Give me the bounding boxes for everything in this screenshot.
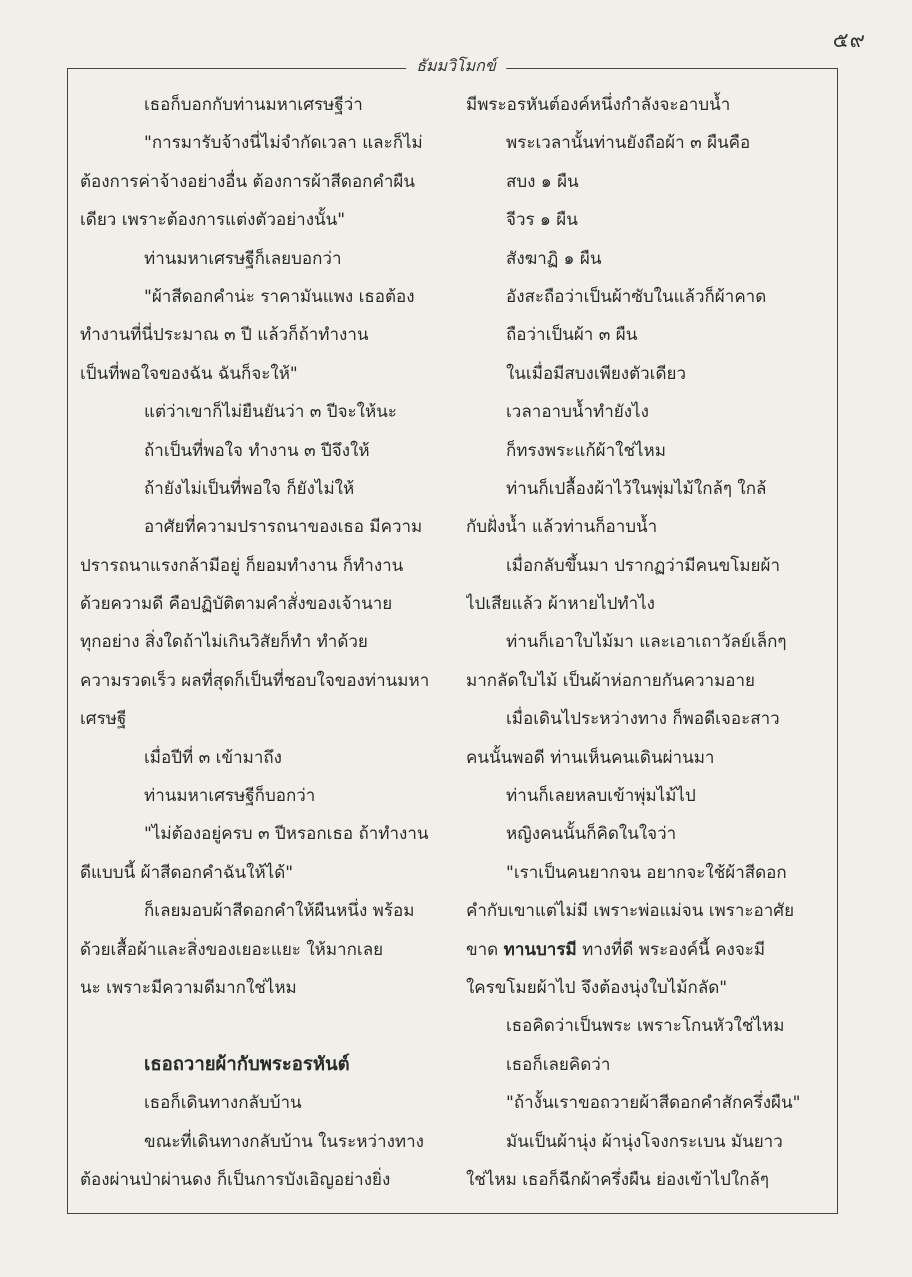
text-line: อังสะถือว่าเป็นผ้าซับในแล้วก็ผ้าคาด [506,286,767,307]
text-line: ปรารถนาแรงกล้ามีอยู่ ก็ยอมทำงาน ก็ทำงาน [80,555,404,576]
header-title: ธัมมวิโมกข์ [406,54,506,79]
text-line: พระเวลานั้นท่านยังถือผ้า ๓ ผืนคือ [506,133,751,154]
text-line: เธอก็เลยคิดว่า [506,1054,611,1075]
text-line: กับฝั่งน้ำ แล้วท่านก็อาบน้ำ [466,517,658,538]
text-line: เมื่อกลับขึ้นมา ปรากฏว่ามีคนขโมยผ้า [506,555,781,576]
text-line: ท่านก็เอาใบไม้มา และเอาเถาวัลย์เล็กๆ [506,632,787,653]
text-line: ทำงานที่นี่ประมาณ ๓ ปี แล้วก็ถ้าทำงาน [80,325,369,346]
text-line: ถือว่าเป็นผ้า ๓ ผืน [506,325,638,346]
text-line: จีวร ๑ ผืน [506,210,578,231]
text-line: ขณะที่เดินทางกลับบ้าน ในระหว่างทาง [144,1131,424,1152]
text-line: อาศัยที่ความปรารถนาของเธอ มีความ [144,517,423,538]
text-line: มากลัดใบไม้ เป็นผ้าห่อกายกันความอาย [466,670,755,691]
text-line: ความรวดเร็ว ผลที่สุดก็เป็นที่ชอบใจของท่านมหา [80,670,430,691]
text-line: คำกับเขาแต่ไม่มี เพราะพ่อแม่จน เพราะอาศัย [466,901,795,922]
emphasized-term: ทานบารมี [503,939,577,960]
text-line: เธอคิดว่าเป็นพระ เพราะโกนหัวใช่ไหม [506,1016,785,1037]
text-segment: ทางที่ดี พระองค์นี้ คงจะมี [576,939,766,960]
text-line: ด้วยความดี คือปฏิบัติตามคำสั่งของเจ้านาย [80,594,393,615]
text-line: เมื่อเดินไประหว่างทาง ก็พอดีเจอะสาว [506,709,780,730]
text-line: ต้องการค่าจ้างอย่างอื่น ต้องการผ้าสีดอกคำผืน [80,171,415,192]
text-line: ทุกอย่าง สิ่งใดถ้าไม่เกินวิสัยก็ทำ ทำด้วย [80,632,368,653]
text-line: ท่านก็เปลื้องผ้าไว้ในพุ่มไม้ใกล้ๆ ใกล้ [506,478,767,499]
text-line: ก็เลยมอบผ้าสีดอกคำให้ผืนหนึ่ง พร้อม [144,901,415,922]
text-line: ท่านมหาเศรษฐีก็เลยบอกว่า [144,248,342,269]
text-line: "เราเป็นคนยากจน อยากจะใช้ผ้าสีดอก [506,862,787,883]
text-line: "การมารับจ้างนี่ไม่จำกัดเวลา และก็ไม่ [144,133,423,154]
text-line: ดีแบบนี้ ผ้าสีดอกคำฉันให้ได้" [80,862,294,883]
text-line: สังฆาฏิ ๑ ผืน [506,248,602,269]
text-line: เดียว เพราะต้องการแต่งตัวอย่างนั้น" [80,210,346,231]
text-line: ถ้ายังไม่เป็นที่พอใจ ก็ยังไม่ให้ [144,478,355,499]
text-line: แต่ว่าเขาก็ไม่ยืนยันว่า ๓ ปีจะให้นะ [144,402,397,423]
text-line: หญิงคนนั้นก็คิดในใจว่า [506,824,677,845]
text-line: มีพระอรหันต์องค์หนึ่งกำลังจะอาบน้ำ [466,95,731,115]
text-line: คนนั้นพอดี ท่านเห็นคนเดินผ่านมา [466,747,715,768]
text-line: ใครขโมยผ้าไป จึงต้องนุ่งใบไม้กลัด" [466,977,728,998]
text-line: ไปเสียแล้ว ผ้าหายไปทำไง [466,594,655,615]
text-line: ใช่ไหม เธอก็ฉีกผ้าครึ่งผืน ย่องเข้าไปใกล้ๆ [466,1169,769,1190]
section-heading: เธอถวายผ้ากับพระอรหันต์ [144,1053,350,1075]
text-line: ก็ทรงพระแก้ผ้าใช่ไหม [506,440,666,461]
text-line: เศรษฐี [80,709,127,730]
spacer [80,1007,460,1045]
text-line: เธอก็เดินทางกลับบ้าน [144,1093,302,1114]
text-line: "ไม่ต้องอยู่ครบ ๓ ปีหรอกเธอ ถ้าทำงาน [144,824,429,845]
text-line: เมื่อปีที่ ๓ เข้ามาถึง [144,747,282,768]
left-column [80,86,460,1199]
text-line [466,931,838,969]
text-line: ท่านมหาเศรษฐีก็บอกว่า [144,786,316,807]
page-number: ๕๙ [832,28,866,52]
text-line: ถ้าเป็นที่พอใจ ทำงาน ๓ ปีจึงให้ [144,440,370,461]
text-line: เธอก็บอกกับท่านมหาเศรษฐีว่า [144,95,363,115]
text-line: "ผ้าสีดอกคำน่ะ ราคามันแพง เธอต้อง [144,286,415,307]
text-line: ในเมื่อมีสบงเพียงตัวเดียว [506,363,687,384]
text-segment: ขาด [466,939,504,960]
text-line: มันเป็นผ้านุ่ง ผ้านุ่งโจงกระเบน มันยาว [506,1131,783,1152]
text-line: "ถ้างั้นเราขอถวายผ้าสีดอกคำสักครึ่งผืน" [506,1093,801,1114]
text-line: สบง ๑ ผืน [506,171,579,192]
right-column [466,86,838,1199]
text-line: เป็นที่พอใจของฉัน ฉันก็จะให้" [80,363,298,384]
text-line: ท่านก็เลยหลบเข้าพุ่มไม้ไป [506,786,696,807]
text-line: ต้องผ่านป่าผ่านดง ก็เป็นการบังเอิญอย่างยิ่ง [80,1169,391,1190]
text-line: ด้วยเสื้อผ้าและสิ่งของเยอะแยะ ให้มากเลย [80,939,384,960]
text-line: นะ เพราะมีความดีมากใช่ไหม [80,977,297,998]
text-line: เวลาอาบน้ำทำยังไง [506,402,649,423]
